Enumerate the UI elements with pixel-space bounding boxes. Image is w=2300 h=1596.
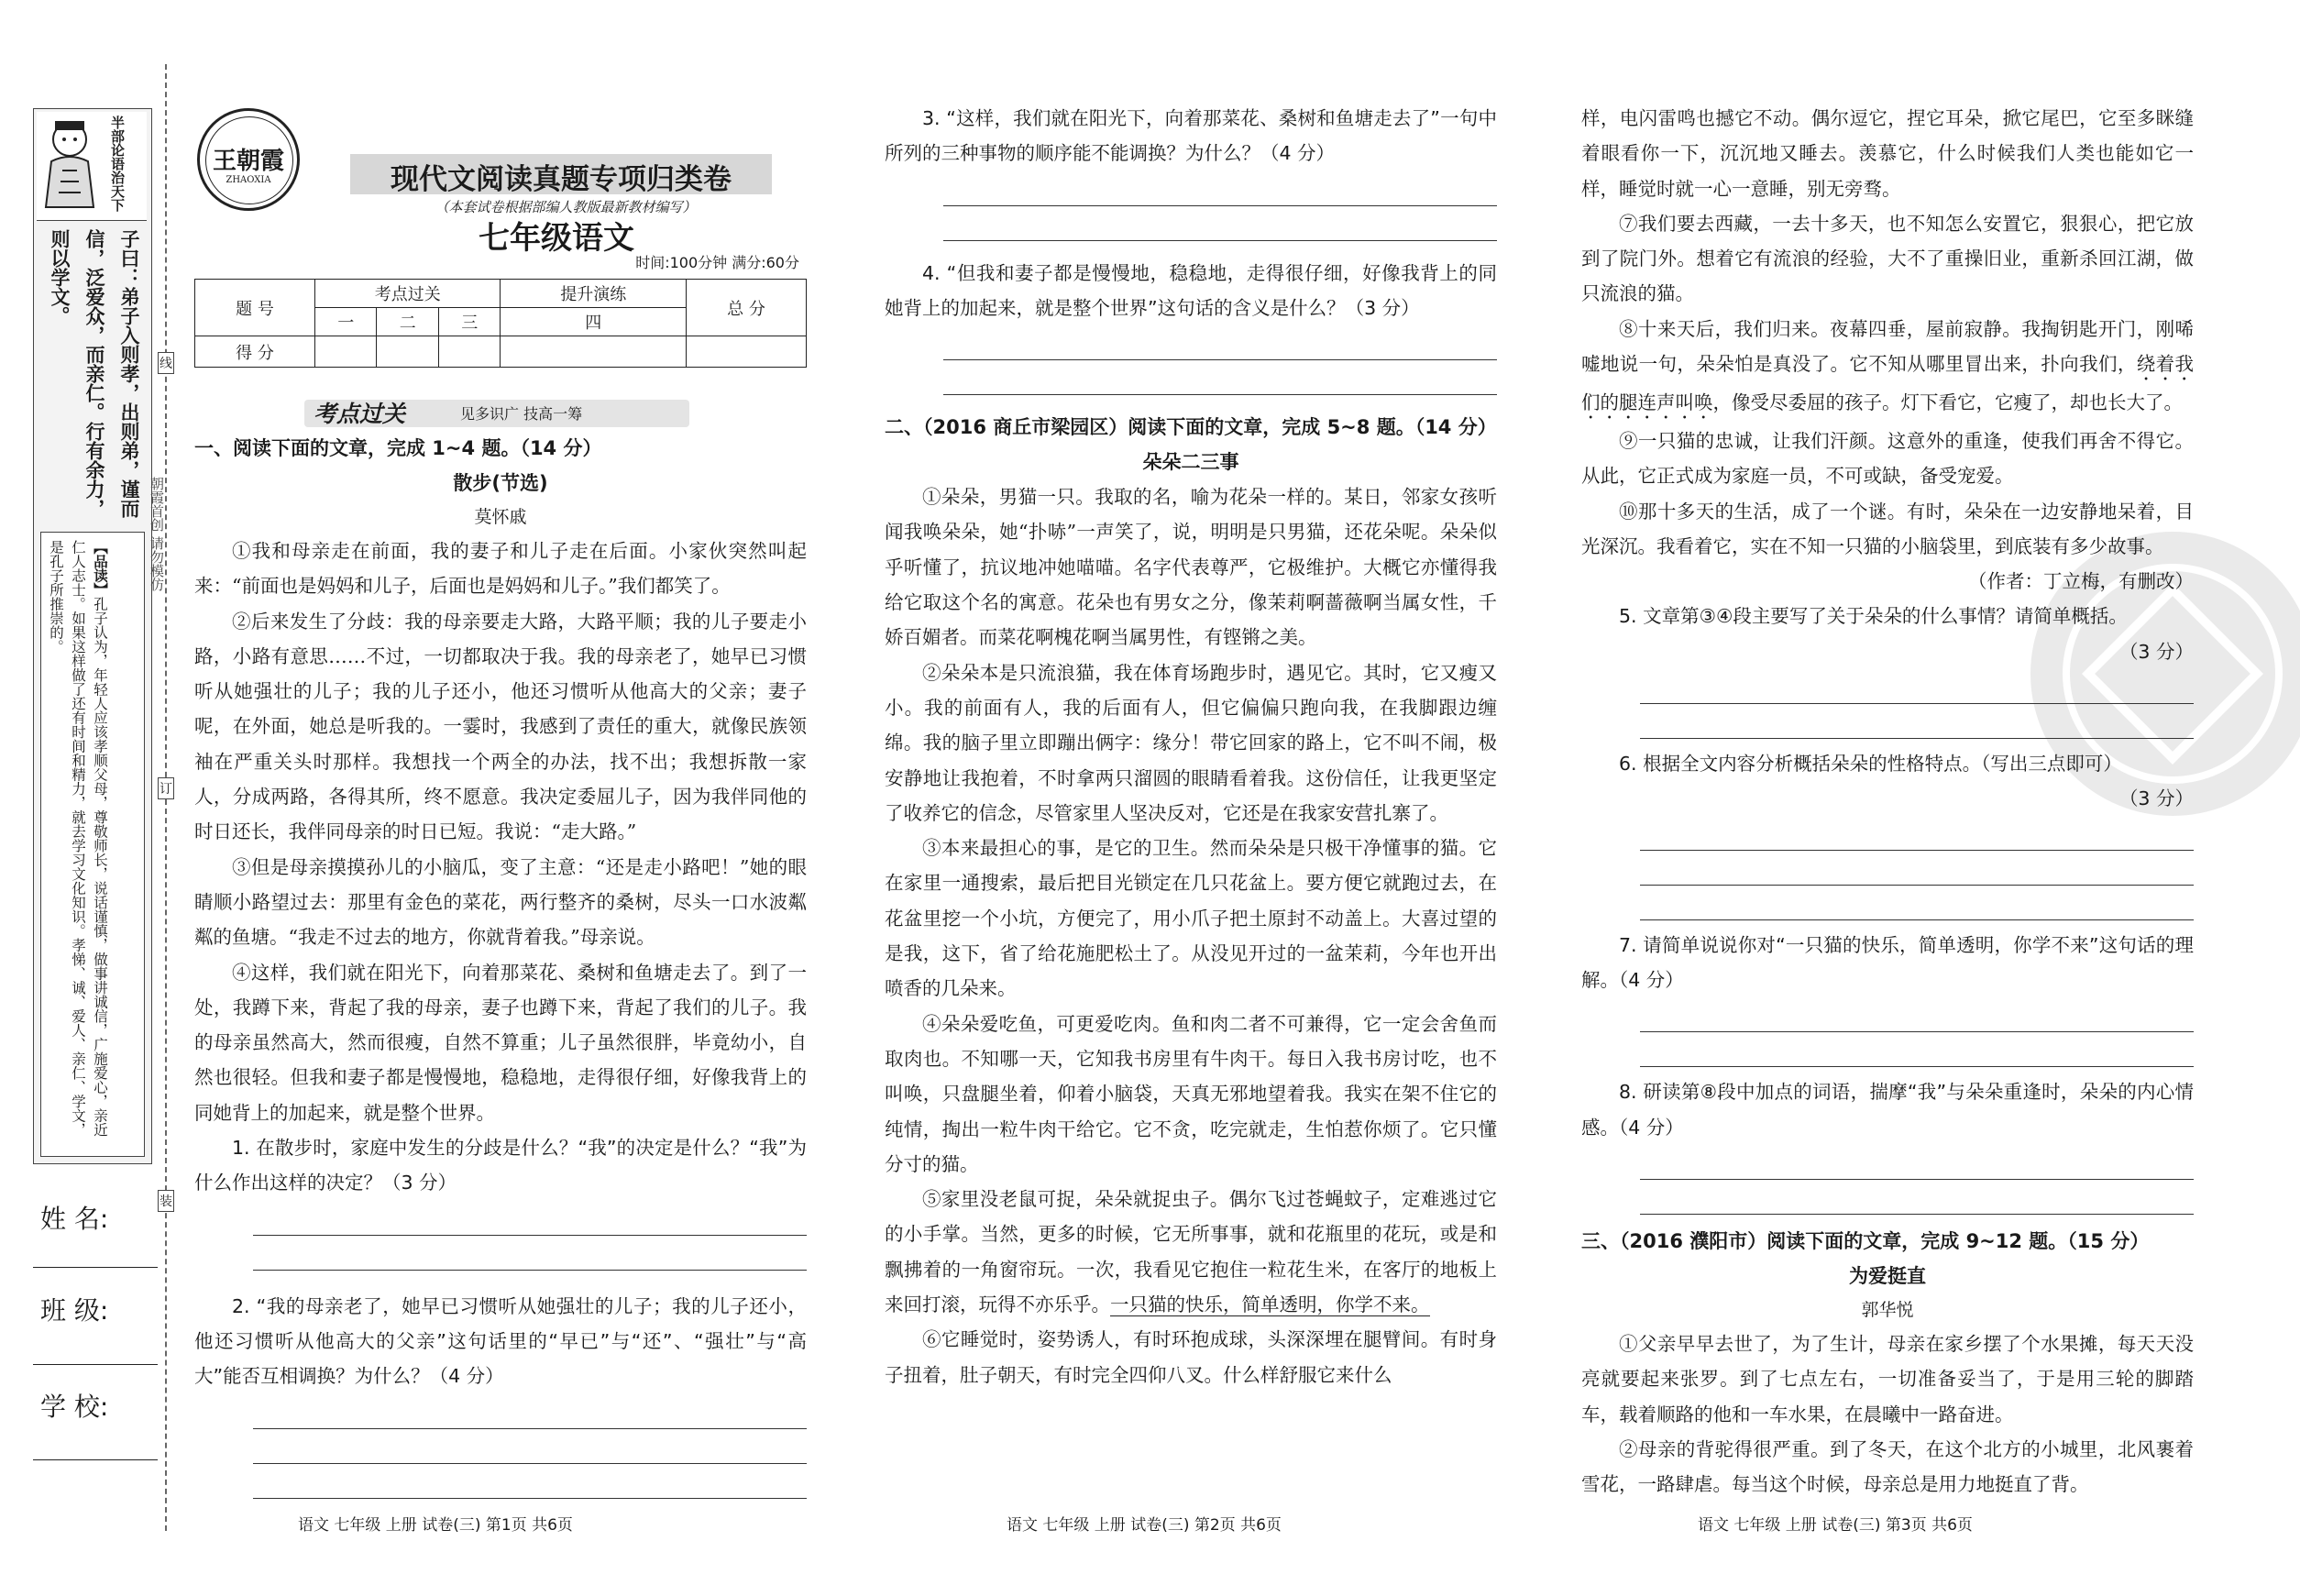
section-banner [304, 400, 689, 427]
sidebar-quote: 子曰：弟子入则孝，出则弟，谨而信，泛爱众，而亲仁。行有余力，则以学文。 [49, 229, 140, 518]
article-2-para-7: ⑦我们要去西藏，一去十多天，也不知怎么安置它，狠狠心，把它放到了院门外。想着它有流浪的经验，大不了重操旧业，重新杀回江湖，做只流浪的猫。 [1581, 212, 2194, 305]
brand-name: 王朝霞 [212, 148, 284, 175]
banner-title: 考点过关 [314, 401, 406, 427]
article-1-para: ④这样，我们就在阳光下，向着那菜花、桑树和鱼塘走去了。到了一处，我蹲下来，背起了我的母亲，妻子也蹲下来，背起了我们的儿子。我的母亲虽然高大，然而很瘦，自然不算重；儿子虽然很胖，毕竟幼小，自然也很轻。但我和妻子都是慢慢地，稳稳地，走得很仔细，好像我背上的同她背上的加起来，就是整个世界。 [194, 961, 807, 1124]
answer-line[interactable] [943, 171, 1497, 206]
num-1: 一 [315, 308, 377, 336]
sidebar-logo [37, 112, 147, 221]
answer-line[interactable] [1640, 997, 2194, 1032]
brand-logo [197, 108, 300, 211]
class-field[interactable] [33, 1364, 158, 1365]
question-2: 2. “我的母亲老了，她早已习惯听从她强壮的儿子；我的儿子还小，他还习惯听从他高大的父亲”这句话里的“早已”与“还”、“强壮”与“高大”能否互相调换？为什么？（4 分） [194, 1294, 807, 1388]
cut-mark-2: 订 [158, 777, 174, 799]
page-footer-1: 语文 七年级 上册 试卷(三) 第1页 共6页 [298, 1516, 573, 1535]
group-kaodian: 考点过关 [315, 280, 501, 308]
confucius-icon [39, 116, 103, 216]
name-label: 姓 名: [40, 1204, 109, 1234]
note-text: 孔子认为，年轻人应该孝顺父母，尊敬师长，说话谨慎，做事讲诚信，广施爱心，亲近仁人志士。如果这样做了还有时间和精力，就去学习文化知识。孝悌、诚、爱人、亲仁、学文，是孔子所推崇的。 [48, 540, 108, 1137]
answer-line[interactable] [1640, 1145, 2194, 1180]
question-5: 5. 文章第③④段主要写了关于朵朵的什么事情？请简单概括。 [1619, 605, 2128, 628]
section-3-heading: 三、（2016 濮阳市）阅读下面的文章，完成 9~12 题。（15 分） [1581, 1230, 2150, 1253]
num-4: 四 [501, 308, 687, 336]
article-1-para: ①我和母亲走在前面，我的妻子和儿子走在后面。小家伙突然叫起来：“前面也是妈妈和儿子，后面也是妈妈和儿子。”我们都笑了。 [194, 540, 807, 598]
section-2-heading: 二、（2016 商丘市梁园区）阅读下面的文章，完成 5~8 题。（14 分） [885, 416, 1497, 439]
answer-line[interactable] [253, 1236, 807, 1271]
time-score: 时间:100分钟 满分:60分 [635, 254, 799, 271]
article-source: （作者：丁立梅，有删改） [1968, 570, 2194, 593]
question-8: 8. 研读第⑧段中加点的词语，揣摩“我”与朵朵重逢时，朵朵的内心情感。（4 分） [1581, 1081, 2194, 1139]
question-6-points: （3 分） [2118, 787, 2194, 809]
score-cell-4[interactable] [501, 336, 687, 368]
underlined-sentence: 一只猫的快乐，简单透明，你学不来。 [1110, 1293, 1430, 1316]
article-1-para: ③但是母亲摸摸孙儿的小脑瓜，变了主意：“还是走小路吧！”她的眼睛顺小路望过去：那里有金色的菜花，两行整齐的桑树，尽头一口水波粼粼的鱼塘。“我走不过去的地方，你就背着我。”母亲说。 [194, 855, 807, 949]
article-3-title: 为爱挺直 [1849, 1265, 1926, 1288]
question-5-points: （3 分） [2118, 640, 2194, 663]
class-label: 班 级: [40, 1295, 109, 1326]
dotted-phrase: 绕着我们的腿连声叫唤 [1581, 353, 2195, 414]
grade-title: 七年级语文 [479, 220, 634, 257]
answer-line[interactable] [943, 360, 1497, 395]
school-label: 学 校: [40, 1392, 109, 1422]
exam-subtitle: （本套试卷根据部编人教版最新教材编写） [435, 199, 697, 215]
score-table [194, 279, 807, 368]
question-7: 7. 请简单说说你对“一只猫的快乐，简单透明，你学不来”这句话的理解。（4 分） [1581, 933, 2194, 992]
question-4: 4. “但我和妻子都是慢慢地，稳稳地，走得很仔细，好像我背上的同她背上的加起来，就是整个世界”这句话的含义是什么？（3 分） [885, 261, 1497, 319]
answer-line[interactable] [1640, 1032, 2194, 1067]
article-2-para: ①朵朵，男猫一只。我取的名，喻为花朵一样的。某日，邻家女孩听闻我唤朵朵，她“扑哧”一声笑了，说，明明是只男猫，还花朵呢。朵朵似乎听懂了，抗议地冲她喵喵。名字代表尊严，它极维护。大概它亦懂得我给它取这个名的寓意。花朵也有男女之分，像茉莉啊蔷薇啊当属女性，千娇百媚者。而菜花啊槐花啊当属男性，有铿锵之美。 [885, 486, 1497, 649]
answer-line[interactable] [1640, 816, 2194, 851]
brand-sub: ZHAOXIA [226, 175, 271, 185]
question-6: 6. 根据全文内容分析概括朵朵的性格特点。（写出三点即可） [1619, 752, 2122, 775]
num-2: 二 [377, 308, 438, 336]
sidebar-note-box [40, 532, 145, 1157]
page-footer-3: 语文 七年级 上册 试卷(三) 第3页 共6页 [1698, 1516, 1973, 1535]
answer-line[interactable] [1640, 704, 2194, 739]
score-cell-1[interactable] [315, 336, 377, 368]
article-2-para-9: ⑨一只猫的忠诚，让我们汗颜。这意外的重逢，使我们再舍不得它。从此，它正式成为家庭一员，不可或缺，备受宠爱。 [1581, 430, 2194, 488]
article-1-para: ②后来发生了分歧：我的母亲要走大路，大路平顺；我的儿子要走小路，小路有意思……不过，一切都取决于我。我的母亲老了，她早已习惯听从她强壮的儿子；我的儿子还小，他还习惯听从他高大的父亲；妻子呢，在外面，她总是听我的。一霎时，我感到了责任的重大，就像民族领袖在严重关头时那样。我想找一个两全的办法，找不出；我想拆散一家人，分成两路，各得其所，终不愿意。我决定委屈儿子，因为我伴同他的时日还长，我伴同母亲的时日已短。我说：“走大路。” [194, 610, 807, 843]
article-3-para: ②母亲的背驼得很严重。到了冬天，在这个北方的小城里，北风裹着雪花，一路肆虐。每当这个时候，母亲总是用力地挺直了背。 [1581, 1437, 2194, 1496]
note-label: 【品读】 [92, 540, 109, 597]
answer-line[interactable] [943, 206, 1497, 241]
col1-body [194, 431, 807, 1499]
article-2-para: ②朵朵本是只流浪猫，我在体育场跑步时，遇见它。其时，它又瘦又小。我的前面有人，我的后面有人，但它偏偏只跑向我，在我脚跟边缠绵。我的脑子里立即蹦出俩字：缘分！带它回家的路上，它不叫不闹，极安静地让我抱着，不时拿两只溜圆的眼睛看着我。这份信任，让我更坚定了收养它的信念，尽管家里人坚决反对，它还是在我家安营扎寨了。 [885, 661, 1497, 824]
exam-title: 现代文阅读真题专项归类卷 [391, 163, 732, 196]
question-1: 1. 在散步时，家庭中发生的分歧是什么？“我”的决定是什么？“我”为什么作出这样的决定？（3 分） [194, 1137, 807, 1194]
total-label: 总 分 [687, 280, 807, 336]
page-footer-2: 语文 七年级 上册 试卷(三) 第2页 共6页 [1007, 1516, 1282, 1535]
answer-line[interactable] [1640, 886, 2194, 920]
article-2-para-10: ⑩那十多天的生活，成了一个谜。有时，朵朵在一边安静地呆着，目光深沉。我看着它，实在不知一只猫的小脑袋里，到底装有多少故事。 [1581, 500, 2194, 557]
article-2-para: ④朵朵爱吃鱼，可更爱吃肉。鱼和肉二者不可兼得，它一定会舍鱼而取肉也。不知哪一天，它知我书房里有牛肉干。每日入我书房讨吃，也不叫唤，只盘腿坐着，仰着小脑袋，天真无邪地望着我。我实在架不住它的纯情，掏出一粒牛肉干给它。它不贪，吃完就走，生怕惹你烦了。它只懂分寸的猫。 [885, 1012, 1497, 1175]
cut-mark-1: 线 [158, 352, 174, 374]
answer-line[interactable] [1640, 669, 2194, 704]
school-field[interactable] [33, 1459, 158, 1460]
article-3-para: ①父亲早早去世了，为了生计，母亲在家乡摆了个水果摊，每天天没亮就要起来张罗。到了七点左右，一切准备妥当了，于是用三轮的脚踏车，载着顺路的他和一车水果，在晨曦中一路奋进。 [1581, 1333, 2194, 1425]
row-label-number: 题 号 [195, 280, 315, 336]
row-label-score: 得 分 [195, 336, 315, 368]
article-1-author: 莫怀戚 [474, 507, 527, 527]
article-1-title: 散步(节选) [453, 472, 548, 494]
article-2-para [885, 1182, 1497, 1322]
answer-line[interactable] [253, 1394, 807, 1429]
section-1-heading: 一、阅读下面的文章，完成 1~4 题。（14 分） [194, 437, 602, 459]
name-field[interactable] [33, 1267, 158, 1268]
answer-line[interactable] [1640, 1180, 2194, 1215]
article-2-para: ⑥它睡觉时，姿势诱人，有时环抱成球，头深深埋在腿臂间。有时身子扭着，肚子朝天，有时完全四仰八叉。什么样舒服它来什么 [885, 1328, 1497, 1386]
answer-line[interactable] [943, 325, 1497, 360]
score-cell-2[interactable] [377, 336, 438, 368]
answer-line[interactable] [253, 1201, 807, 1236]
answer-line[interactable] [253, 1464, 807, 1499]
score-cell-3[interactable] [438, 336, 501, 368]
article-2-para-text: ⑤家里没老鼠可捉，朵朵就捉虫子。偶尔飞过苍蝇蚊子，定难逃过它的小手掌。当然，更多的时候，它无所事事，就和花瓶里的花玩，或是和飘拂着的一角窗帘玩。一次，我看见它抱住一粒花生米，在客厅的地板上来回打滚，玩得不亦乐乎。 [885, 1188, 1497, 1316]
article-2-para-8: ⑧十来天后，我们归来。夜幕四垂，屋前寂静。我掏钥匙开门，刚唏嘘地说一句，朵朵怕是真没了。它不知从哪里冒出来，扑向我们，绕着我们的腿连声叫唤，像受尽委屈的孩子。灯下看它，它瘦了，却也长大了。 [1581, 317, 2195, 414]
article-2-para: 样，电闪雷鸣也撼它不动。偶尔逗它，捏它耳朵，掀它尾巴，它至多眯缝着眼看你一下，沉沉地又睡去。羡慕它，什么时候我们人类也能如它一样，睡觉时就一心一意睡，别无旁骛。 [1581, 107, 2194, 200]
question-3: 3. “这样，我们就在阳光下，向着那菜花、桑树和鱼塘走去了”一句中所列的三种事物的顺序能不能调换？为什么？（4 分） [885, 107, 1497, 165]
banner-slogan: 见多识广 技高一筹 [460, 405, 583, 423]
num-3: 三 [438, 308, 501, 336]
article-3-author: 郭华悦 [1861, 1300, 1914, 1321]
logo-text: 半部论语治天下 [109, 116, 126, 212]
score-cell-total[interactable] [687, 336, 807, 368]
group-tisheng: 提升演练 [501, 280, 687, 308]
article-2-title: 朵朵二三事 [1142, 451, 1239, 474]
cut-mark-3: 装 [158, 1190, 174, 1212]
answer-line[interactable] [1640, 851, 2194, 886]
answer-line[interactable] [253, 1429, 807, 1464]
article-2-para: ③本来最担心的事，是它的卫生。然而朵朵是只极干净懂事的猫。它在家里一通搜索，最后把目光锁定在几只花盆上。要方便它就跑过去，在花盆里挖一个小坑，方便完了，用小爪子把土原封不动盖上。大喜过望的是我，这下，省了给花施肥松土了。从没见开过的一盆茉莉，今年也开出喷香的几朵来。 [885, 837, 1497, 1000]
cut-note: 朝霞首创 请勿模仿 [149, 477, 165, 591]
